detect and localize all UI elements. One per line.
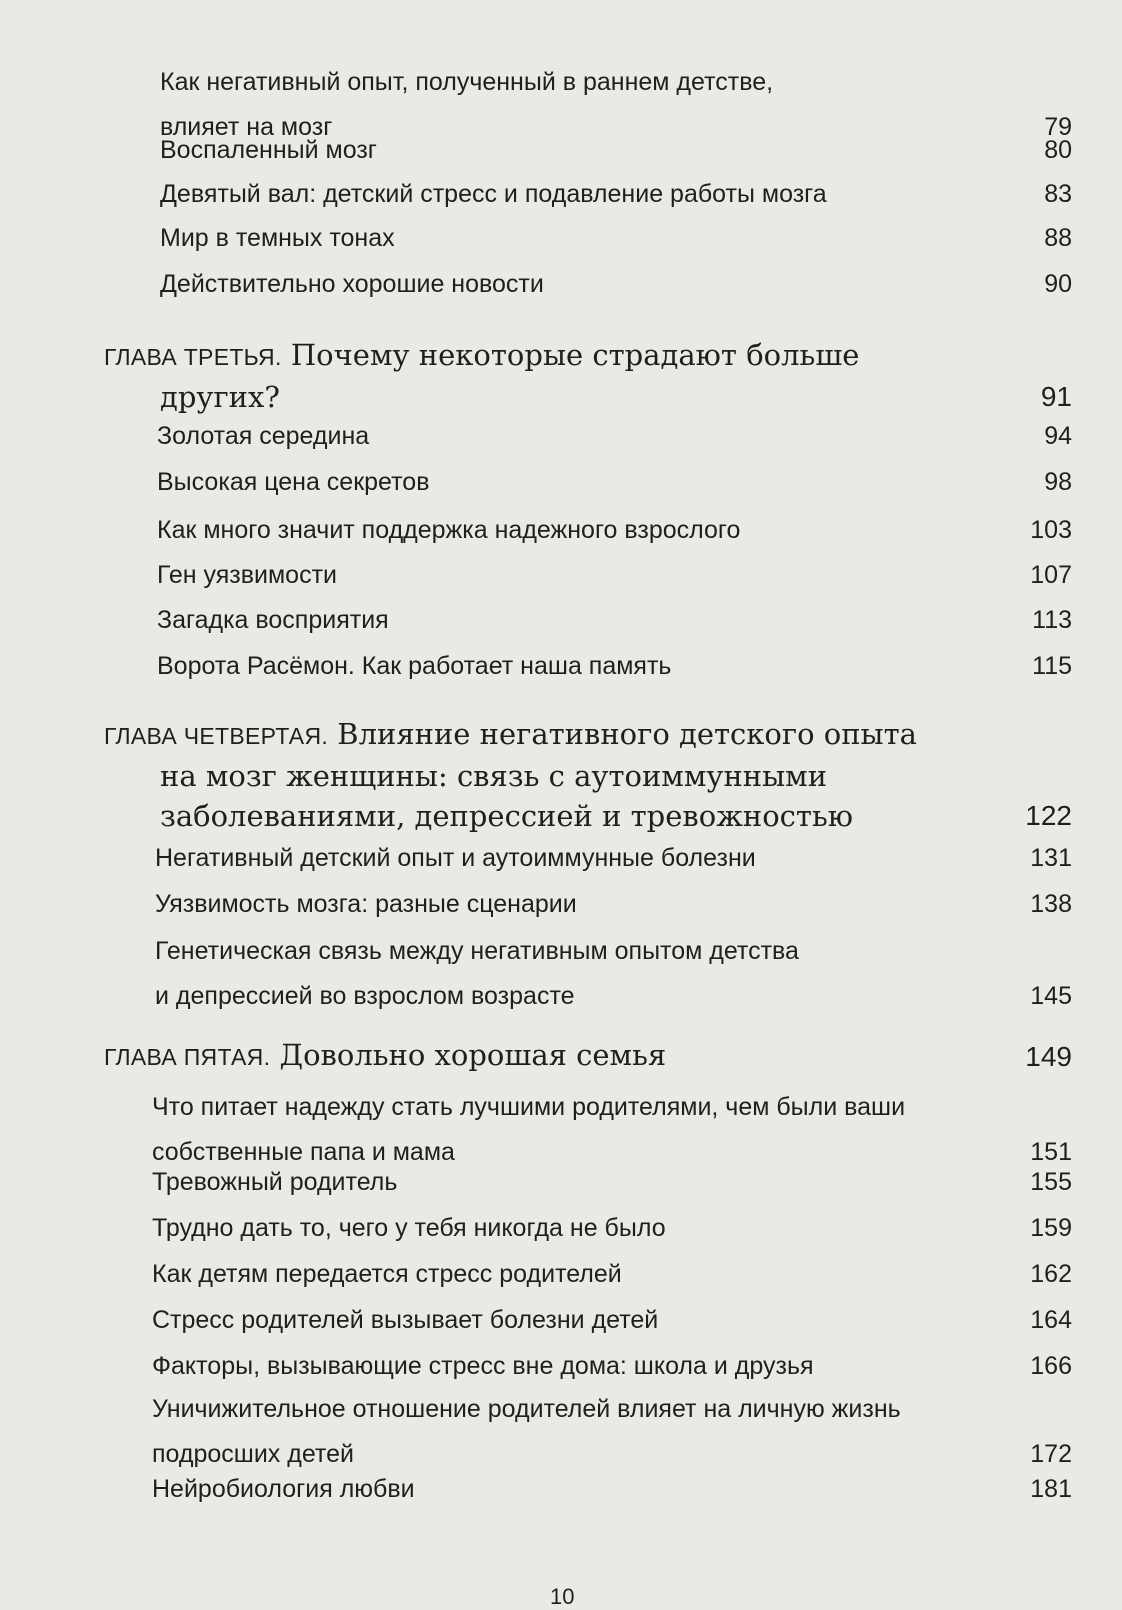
- page-ref: 83: [1044, 180, 1072, 208]
- page-ref: 138: [1030, 890, 1072, 918]
- entry-title-line: Золотая середина: [157, 422, 370, 450]
- page-number: 10: [550, 1584, 575, 1609]
- page-ref: 80: [1044, 136, 1072, 164]
- page-ref: 172: [1030, 1440, 1072, 1468]
- entry-title-line: подросших детей: [152, 1440, 354, 1468]
- entry-title-line: Генетическая связь между негативным опытом детства: [155, 937, 799, 965]
- page-ref: 159: [1030, 1214, 1072, 1242]
- toc-entry: [152, 1298, 1072, 1343]
- toc-entry: [152, 1467, 1072, 1512]
- toc-entry: [160, 128, 1072, 173]
- entry-title-line: Стресс родителей вызывает болезни детей: [152, 1306, 659, 1334]
- toc-entry: [152, 1344, 1072, 1389]
- entry-title-line: Как много значит поддержка надежного взрослого: [157, 516, 741, 544]
- entry-title-line: Трудно дать то, чего у тебя никогда не было: [152, 1214, 666, 1242]
- entry-title-line: Уязвимость мозга: разные сценарии: [155, 890, 577, 918]
- chapter-title-line: [104, 335, 1072, 377]
- entry-title-line: Что питает надежду стать лучшими родителями, чем были ваши: [152, 1093, 906, 1121]
- chapter-label: ГЛАВА ПЯТАЯ.: [104, 1044, 271, 1070]
- page-ref: 79: [1044, 113, 1072, 141]
- page-ref: 164: [1030, 1306, 1072, 1334]
- toc-entry: [157, 553, 1072, 598]
- entry-title-line: Уничижительное отношение родителей влияет на личную жизнь: [152, 1395, 901, 1423]
- entry-title-line: Ворота Расёмон. Как работает наша память: [157, 652, 672, 680]
- page-ref: 113: [1032, 606, 1072, 634]
- toc-entry: [160, 262, 1072, 307]
- entry-title-line: Высокая цена секретов: [157, 468, 430, 496]
- toc-entry: [152, 1252, 1072, 1297]
- page-ref: 145: [1030, 982, 1072, 1010]
- page-ref: 162: [1030, 1260, 1072, 1288]
- entry-title-line: Воспаленный мозг: [160, 136, 377, 164]
- toc-entry: [157, 508, 1072, 553]
- page-ref: 181: [1030, 1475, 1072, 1503]
- chapter-title-continuation: других?: [160, 380, 280, 414]
- toc-entry: [155, 882, 1072, 927]
- chapter-title: Почему некоторые страдают больше: [290, 338, 860, 372]
- toc-chapter: [104, 335, 1072, 417]
- entry-title-line: собственные папа и мама: [152, 1138, 455, 1166]
- chapter-title: Влияние негативного детского опыта: [337, 717, 917, 751]
- chapter-title: Довольно хорошая семья: [279, 1038, 667, 1072]
- entry-title-line: Факторы, вызывающие стресс вне дома: школа и друзья: [152, 1352, 814, 1380]
- page-ref: 98: [1044, 468, 1072, 496]
- page-ref: 90: [1044, 270, 1072, 298]
- chapter-title-continuation: на мозг женщины: связь с аутоиммунными: [160, 759, 828, 793]
- entry-title-line: Как негативный опыт, полученный в раннем детстве,: [160, 68, 774, 96]
- entry-title-line: Девятый вал: детский стресс и подавление работы мозга: [160, 180, 827, 208]
- entry-title-line: Негативный детский опыт и аутоиммунные болезни: [155, 844, 756, 872]
- toc-entry: [152, 1160, 1072, 1205]
- toc-entry: [155, 929, 1072, 1019]
- chapter-title-continuation: заболеваниями, депрессией и тревожностью: [160, 799, 853, 833]
- toc-entry: [157, 598, 1072, 643]
- toc-entry: [157, 460, 1072, 505]
- toc-entry: [155, 836, 1072, 881]
- chapter-title-line: [104, 1035, 1072, 1077]
- page-ref: 88: [1044, 224, 1072, 252]
- page-ref: 151: [1030, 1138, 1072, 1166]
- page-ref: 166: [1030, 1352, 1072, 1380]
- entry-title-line: и депрессией во взрослом возрасте: [155, 982, 575, 1010]
- page-ref: 103: [1030, 516, 1072, 544]
- entry-title-line: Тревожный родитель: [152, 1168, 398, 1196]
- toc-entry: [160, 172, 1072, 217]
- entry-title-line: Мир в темных тонах: [160, 224, 395, 252]
- toc-chapter: [104, 1035, 1072, 1077]
- page-ref: 155: [1030, 1168, 1072, 1196]
- entry-title-line: Как детям передается стресс родителей: [152, 1260, 622, 1288]
- entry-title-line: влияет на мозг: [160, 113, 333, 141]
- entry-title-line: Действительно хорошие новости: [160, 270, 544, 298]
- toc-entry: [157, 414, 1072, 459]
- entry-title-line: Ген уязвимости: [157, 561, 337, 589]
- toc-entry: [152, 1206, 1072, 1251]
- toc-entry: [157, 644, 1072, 689]
- page-ref: 115: [1032, 652, 1072, 680]
- page-ref: 122: [1025, 800, 1072, 831]
- toc-entry: [152, 1387, 1072, 1477]
- entry-title-line: Нейробиология любви: [152, 1475, 415, 1503]
- toc-entry: [160, 216, 1072, 261]
- chapter-label: ГЛАВА ТРЕТЬЯ.: [104, 344, 282, 370]
- page-ref: 94: [1044, 422, 1072, 450]
- page-ref: 131: [1030, 844, 1072, 872]
- toc-chapter: [104, 714, 1072, 836]
- chapter-title-line: [104, 714, 1072, 756]
- entry-title-line: Загадка восприятия: [157, 606, 389, 634]
- page-ref: 107: [1030, 561, 1072, 589]
- chapter-label: ГЛАВА ЧЕТВЕРТАЯ.: [104, 723, 329, 749]
- page-ref: 91: [1040, 381, 1072, 412]
- page-ref: 149: [1025, 1041, 1072, 1072]
